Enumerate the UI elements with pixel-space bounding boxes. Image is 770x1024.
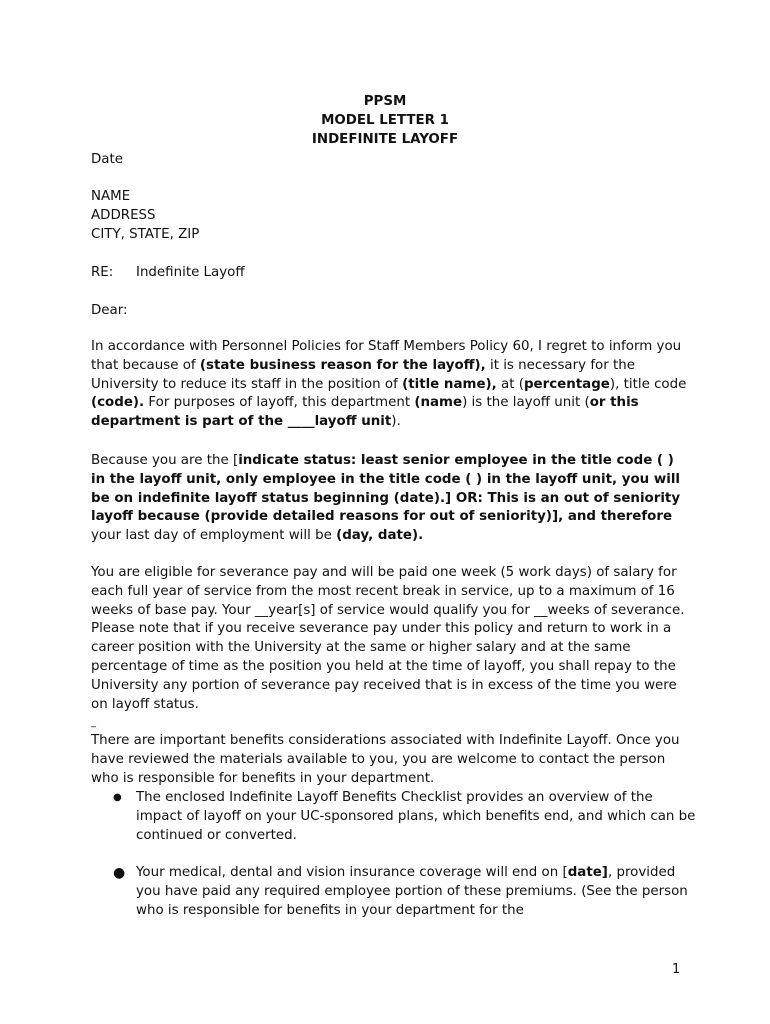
p1-text-6: ) is the layoff unit (	[462, 395, 590, 411]
p1-text-1: In accordance with Personnel Policies for Staff Members Policy 60, I regret to inform you that because of	[91, 339, 682, 373]
paragraph-layoff-status	[91, 452, 691, 546]
p1-bold-code: (code).	[91, 395, 145, 411]
bullet2-text-2: , provided you have paid any required employee portion of these premiums. (See the person who is responsible for benefits in your department for the	[136, 865, 688, 918]
paragraph-severance: You are eligible for severance pay and will be paid one week (5 work days) of salary for each full year of service from the most recent break in service, up to a maximum of 16 weeks of base pay. Your __year[s] of service would qualify you for __weeks of severance. Please note that if you receive severance pay under this policy and return to work in a career position with the University at the same or higher salary and at the same percentage of time as the position you held at the time of layoff, you shall repay to the University any portion of severance pay received that is in excess of the time you were on layoff status.	[91, 565, 685, 712]
p1-text-3: at (	[496, 376, 524, 392]
p1-bold-name: (name	[414, 395, 463, 411]
bullet-dot-icon: ●	[113, 865, 126, 881]
address-city: CITY, STATE, ZIP	[91, 227, 200, 242]
address-name: NAME	[91, 189, 131, 204]
re-value: Indefinite Layoff	[136, 265, 245, 280]
p2-text-1: Because you are the [	[91, 453, 239, 468]
re-label: RE:	[91, 265, 114, 280]
p1-text-2: it is necessary for the University to reduce its staff in the position of	[91, 357, 635, 392]
bullet2-bold-date: date]	[567, 865, 608, 880]
address-street: ADDRESS	[91, 208, 156, 223]
bullet-medical	[136, 864, 696, 920]
bullet-checklist: The enclosed Indefinite Layoff Benefits Checklist provides an overview of the impact of layoff on your UC-sponsored plans, which benefits end, and which can be continued or converted.	[136, 790, 696, 843]
p2-text-2: your last day of employment will be	[91, 528, 337, 544]
header-model-letter: MODEL LETTER 1	[321, 113, 449, 128]
stray-mark: _	[91, 717, 96, 728]
p1-bold-unit: or this department is part of the ____layoff unit	[91, 395, 639, 430]
p2-bold-date: (day, date).	[336, 528, 424, 544]
page-number: 1	[672, 962, 681, 977]
header-indefinite-layoff: INDEFINITE LAYOFF	[311, 132, 459, 147]
p1-bold-percentage: percentage	[523, 376, 610, 392]
paragraph-benefits: There are important benefits considerations associated with Indefinite Layoff. Once you have reviewed the materials available to you, you are welcome to contact the person who is responsible for benefits in your department.	[91, 733, 680, 786]
salutation: Dear:	[91, 303, 128, 318]
bullet2-text-1: Your medical, dental and vision insurance coverage will end on [	[136, 865, 568, 880]
header-ppsm: PPSM	[363, 94, 407, 109]
p1-bold-reason: (state business reason for the layoff),	[199, 357, 486, 373]
p2-bold-status: indicate status: least senior employee in the title code ( ) in the layoff unit, only employee in the title code ( ) in the layoff unit, you will be on indefinite layoff status beginning (date).] OR: This is an out of seniority layoff because (provide detailed reasons for out of seniority)], and therefore	[91, 453, 681, 525]
bullet-dot-small-icon: ●	[113, 792, 122, 803]
date-line: Date	[91, 152, 124, 167]
paragraph-layoff-reason	[91, 338, 691, 432]
p1-bold-title: (title name),	[402, 376, 497, 392]
p1-text-4: ), title code	[609, 376, 687, 392]
p1-text-7: ).	[391, 414, 401, 430]
re-line	[91, 263, 245, 282]
p1-text-5: For purposes of layoff, this department	[144, 395, 415, 411]
